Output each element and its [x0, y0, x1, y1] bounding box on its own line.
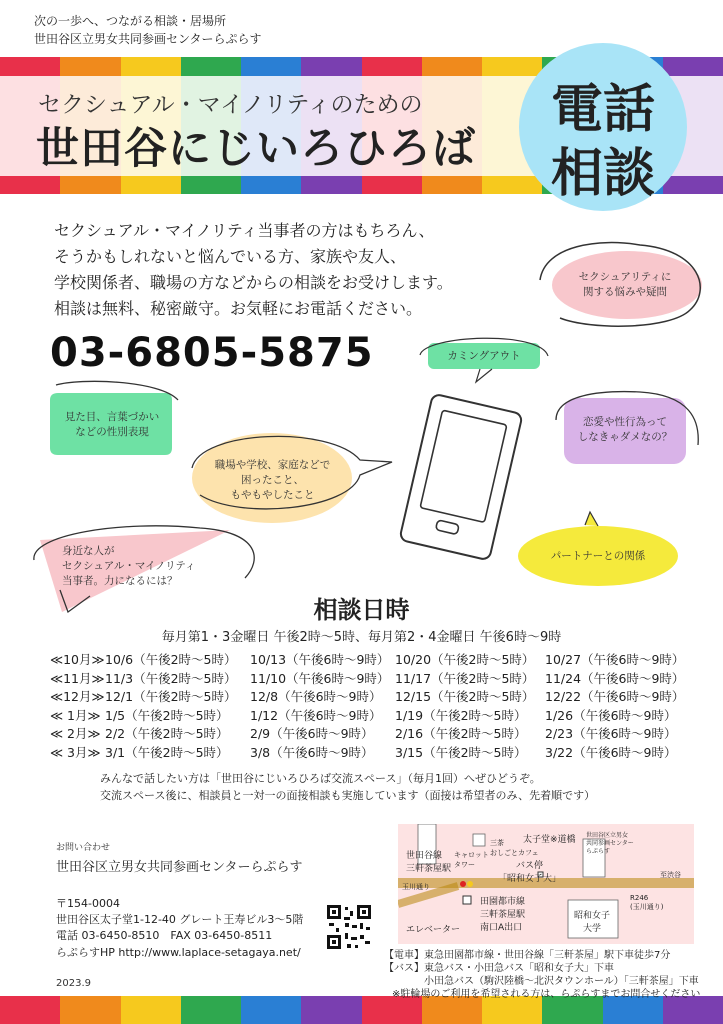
map-label-carrot: キャロット タワー [454, 851, 489, 869]
map-label-denen: 田園都市線 三軒茶屋駅 南口A出口 [480, 897, 526, 933]
publication-date: 2023.9 [56, 978, 91, 989]
qr-code[interactable] [325, 903, 373, 951]
smartphone-icon [399, 394, 522, 561]
intro-line: 学校関係者、職場の方などからの相談をお受けします。 [54, 273, 453, 292]
schedule-note-1: みんなで話したい方は「世田谷にじいろひろば交流スペース」（毎月1回）へぜひどうぞ。 [100, 772, 541, 785]
map-label-university: 昭和女子 大学 [574, 911, 611, 934]
badge-line-1: 電話 [550, 80, 655, 140]
schedule-date: 10/20（午後2時〜5時） [395, 652, 535, 667]
map-label-sangen: 三茶 おしごとカフェ [490, 839, 539, 857]
schedule-month: ≪ 3月≫ [50, 744, 101, 760]
map-label-bus-stop: バス停 「昭和女子大」 [498, 861, 562, 884]
intro-line: セクシュアル・マイノリティ当事者の方はもちろん、 [54, 221, 435, 240]
schedule-summary: 毎月第1・3金曜日 午後2時〜5時、毎月第2・4金曜日 午後6時〜9時 [161, 630, 562, 645]
bubble-partner: パートナーとの関係 [550, 550, 646, 562]
subtitle: セクシュアル・マイノリティのための [38, 92, 423, 118]
schedule-date: 2/2（午後2時〜5時） [105, 726, 229, 741]
schedule-date: 11/10（午後6時〜9時） [250, 670, 390, 686]
schedule-date: 3/1（午後2時〜5時） [105, 744, 229, 760]
contact-homepage-link[interactable]: らぷらすHP http://www.laplace-setagaya.net/ [56, 946, 301, 959]
contact-tel-fax[interactable]: 電話 03-6450-8510 FAX 03-6450-8511 [56, 929, 273, 942]
access-map [398, 824, 694, 944]
access-parking-note: ※駐輪場のご利用を希望される方は、らぷらすまでお問合せください [392, 989, 701, 1000]
schedule-date: 1/26（午後6時〜9時） [545, 707, 677, 723]
tagline: 次の一歩へ、つながる相談・居場所 [34, 14, 227, 28]
map-label-taishido: 太子堂※道橋 [523, 835, 576, 845]
bubble-love: 恋愛や性行為って しなきゃダメなの？ [577, 416, 673, 443]
schedule-date: 2/23（午後6時〜9時） [545, 726, 677, 741]
map-label-elevator: エレベーター [406, 925, 461, 935]
intro-line: そうかもしれないと悩んでいる方、家族や友人、 [54, 247, 407, 266]
schedule-month: ≪12月≫ [50, 689, 105, 704]
intro-line: 相談は無料、秘密厳守。お気軽にお電話ください。 [54, 299, 423, 318]
bubble-coming-out: カミングアウト [447, 350, 521, 362]
schedule-month: ≪11月≫ [50, 670, 105, 686]
access-bus-2: 小田急バス（駒沢陸橋〜北沢タウンホール）「三軒茶屋」下車 [424, 976, 699, 987]
schedule-date: 1/19（午後2時〜5時） [395, 707, 527, 723]
schedule-month: ≪ 1月≫ [50, 707, 101, 723]
schedule-date: 12/1（午後2時〜5時） [105, 689, 237, 704]
badge-line-2: 相談 [550, 144, 655, 204]
contact-address: 世田谷区太子堂1-12-40 グレート王寿ビル3〜5階 [56, 913, 304, 926]
page-title: 世田谷にじいろひろば [36, 124, 476, 174]
map-label-route: 至渋谷 [660, 871, 681, 879]
schedule-date: 3/15（午後2時〜5時） [395, 744, 527, 760]
access-bus: 【バス】東急バス・小田急バス「昭和女子大」下車 [384, 963, 614, 974]
schedule-heading: 相談日時 [313, 596, 410, 624]
schedule-date: 10/6（午後2時〜5時） [105, 652, 237, 667]
schedule-date: 3/8（午後6時〜9時） [250, 744, 374, 760]
schedule-month: ≪ 2月≫ [50, 726, 101, 741]
map-label-r246: R246 (玉川通り) [630, 894, 664, 911]
schedule-date: 12/22（午後6時〜9時） [545, 689, 685, 704]
bottom-rainbow-stripe [0, 996, 723, 1024]
access-train: 【電車】東急田園都市線・世田谷線「三軒茶屋」駅下車徒歩7分 [384, 950, 671, 961]
schedule-date: 1/5（午後2時〜5時） [105, 707, 229, 723]
contact-zip: 〒154-0004 [56, 897, 120, 910]
contact-label: お問い合わせ [56, 843, 111, 853]
schedule-date: 11/17（午後2時〜5時） [395, 670, 535, 686]
schedule-date: 11/3（午後2時〜5時） [105, 670, 237, 686]
schedule-date: 11/24（午後6時〜9時） [545, 670, 685, 686]
schedule-month: ≪10月≫ [50, 652, 105, 667]
schedule-date: 10/27（午後6時〜9時） [545, 652, 685, 667]
schedule-date: 2/16（午後2時〜5時） [395, 726, 527, 741]
schedule-date: 12/8（午後6時〜9時） [250, 689, 382, 704]
phone-number[interactable]: 03-6805-5875 [50, 330, 374, 376]
schedule-date: 10/13（午後6時〜9時） [250, 652, 390, 667]
schedule-note-2: 交流スペース後に、相談員と一対一の面接相談も実施しています（面接は希望者のみ、先着順です） [100, 789, 596, 802]
map-label-laplace: 世田谷区立男女 共同参画センター らぷらす [586, 832, 634, 855]
bubble-appearance: 見た目、言葉づかい などの性別表現 [64, 411, 160, 438]
contact-org: 世田谷区立男女共同参画センターらぷらす [56, 860, 303, 875]
schedule-date: 2/9（午後6時〜9時） [250, 726, 374, 741]
bubble-work-school: 職場や学校、家庭などで 困ったこと、 もやもやしたこと [214, 459, 331, 501]
schedule-date: 12/15（午後2時〜5時） [395, 689, 535, 704]
organization-name: 世田谷区立男女共同参画センターらぷらす [34, 32, 262, 46]
map-label-station: 世田谷線 三軒茶屋駅 [406, 851, 452, 874]
bubble-sexuality: セクシュアリティに 関する悩みや疑問 [578, 271, 672, 298]
map-label-road: 玉川通り [402, 883, 430, 891]
schedule-date: 3/22（午後6時〜9時） [545, 744, 677, 760]
schedule-date: 1/12（午後6時〜9時） [250, 707, 382, 723]
phone-consultation-badge [519, 43, 687, 211]
bubble-close-person: 身近な人が セクシュアル・マイノリティ 当事者。力になるには？ [62, 545, 196, 587]
